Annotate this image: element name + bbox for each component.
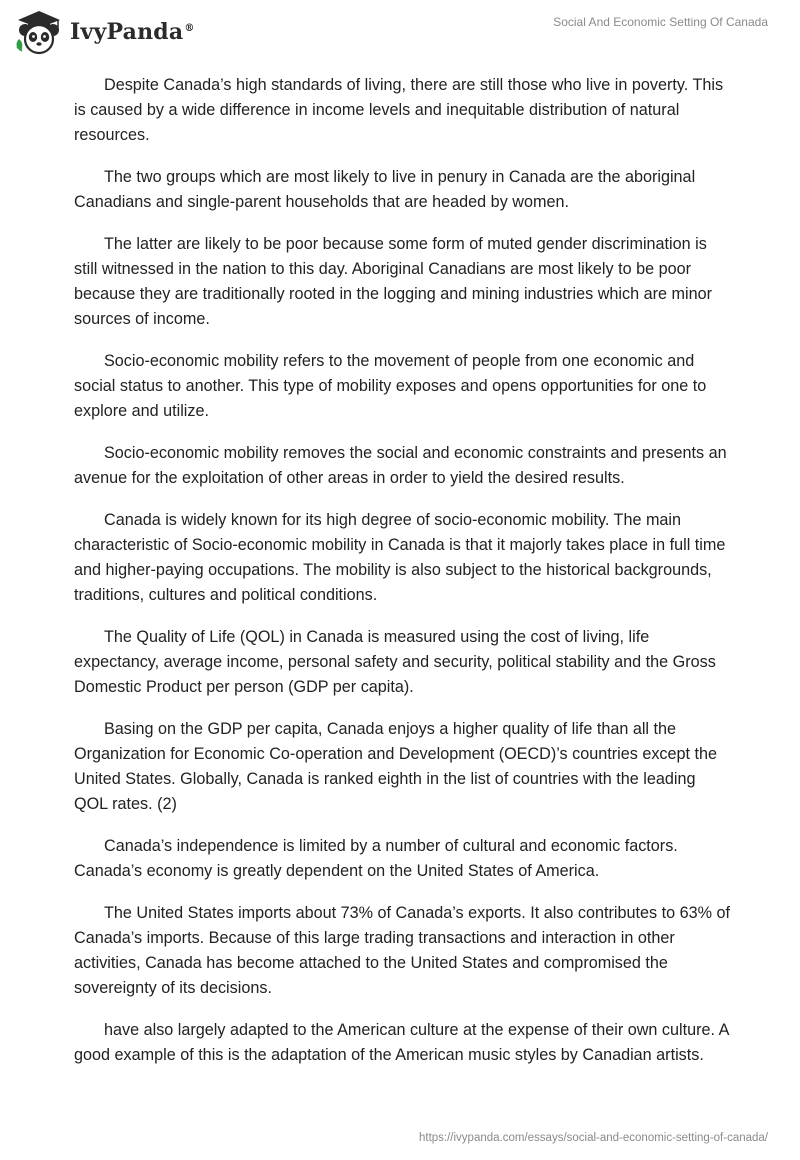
paragraph: Canada is widely known for its high degree of socio-economic mobility. The main characteristic of Socio-economic mobility in Canada is that it majorly takes place in full time and higher-paying occupations. The mobility is also subject to the historical backgrounds, traditions, cultures and political conditions.	[74, 511, 726, 604]
paragraph: Basing on the GDP per capita, Canada enjoys a higher quality of life than all the Organization for Economic Co-operation and Development (OECD)’s countries except the United States. Globally, Canada is ranked eighth in the list of countries with the leading QOL rates. (2)	[74, 720, 718, 813]
paragraph: The two groups which are most likely to live in penury in Canada are the aboriginal Canadians and single-parent households that are headed by women.	[74, 168, 696, 211]
paragraph: Canada’s independence is limited by a number of cultural and economic factors. Canada’s economy is greatly dependent on the United States of America.	[74, 837, 678, 880]
brand-name: IvyPanda®	[70, 19, 195, 45]
brand-logo[interactable]	[14, 8, 195, 56]
source-url[interactable]: https://ivypanda.com/essays/social-and-economic-setting-of-canada/	[418, 1132, 768, 1144]
paragraph: The United States imports about 73% of Canada’s exports. It also contributes to 63% of Canada’s imports. Because of this large trading transactions and interaction in other activities, Canada has become attached to the United States and compromised the sovereignty of its decisions.	[74, 904, 730, 997]
paragraph: Socio-economic mobility removes the social and economic constraints and presents an avenue for the exploitation of other areas in order to yield the desired results.	[74, 444, 727, 487]
panda-graduate-icon	[14, 9, 64, 55]
paragraph: The latter are likely to be poor because some form of muted gender discrimination is still witnessed in the nation to this day. Aboriginal Canadians are most likely to be poor because they are traditionally rooted in the logging and mining industries which are minor sources of income.	[74, 235, 712, 328]
document-title: Social And Economic Setting Of Canada	[553, 15, 768, 29]
paragraph: Despite Canada’s high standards of living, there are still those who live in poverty. This is caused by a wide difference in income levels and inequitable distribution of natural resources.	[74, 76, 724, 144]
paragraph: have also largely adapted to the American culture at the expense of their own culture. A good example of this is the adaptation of the American music styles by Canadian artists.	[74, 1021, 729, 1064]
essay-body	[74, 73, 730, 1085]
page-header	[0, 0, 800, 64]
registered-mark: ®	[184, 22, 195, 34]
paragraph: Socio-economic mobility refers to the movement of people from one economic and social status to another. This type of mobility exposes and opens opportunities for one to explore and utilize.	[74, 352, 707, 420]
paragraph: The Quality of Life (QOL) in Canada is measured using the cost of living, life expectancy, average income, personal safety and security, political stability and the Gross Domestic Product per person (GDP per capita).	[74, 628, 716, 696]
